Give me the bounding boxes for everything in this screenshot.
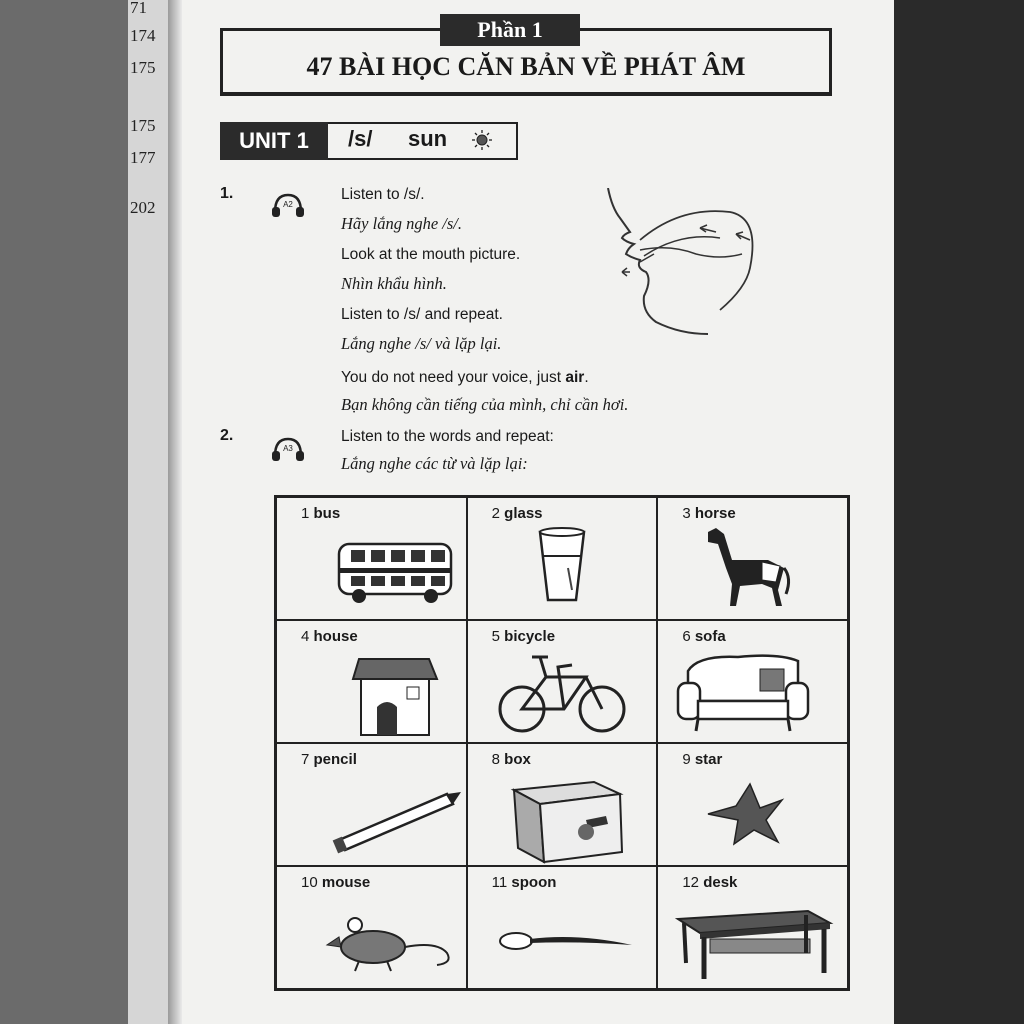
word-label: 5 bicycle [491, 628, 556, 645]
instruction-en: Listen to /s/. [341, 186, 425, 203]
word-cell [657, 866, 848, 989]
word-label: 3 horse [682, 505, 736, 522]
instruction-vi: Lắng nghe /s/ và lặp lại. [341, 334, 502, 353]
headphones-icon [271, 192, 305, 218]
bicycle-icon [468, 621, 660, 745]
book-gutter [168, 0, 182, 1024]
house-icon [277, 621, 469, 745]
word-label: 10 mouse [301, 874, 371, 891]
word-cell [467, 743, 658, 866]
background-dark [0, 0, 128, 1024]
facing-page-number: 174 [130, 26, 156, 45]
desk-icon [658, 867, 850, 991]
word-cell [657, 743, 848, 866]
exercise-number: 2. [220, 427, 234, 444]
word-cell [657, 497, 848, 620]
exercise-number: 1. [220, 185, 234, 202]
instruction-en: Listen to /s/ and repeat. [341, 306, 503, 323]
unit-word: sun [408, 126, 448, 151]
instruction-vi: Lắng nghe các từ và lặp lại: [341, 454, 528, 473]
unit-label: UNIT 1 [220, 122, 328, 160]
part-label: Phần 1 [440, 14, 580, 46]
audio-track-label: A3 [283, 444, 293, 453]
bus-icon [277, 498, 469, 622]
instruction-vi: Nhìn khẩu hình. [341, 274, 447, 293]
headphones-icon [271, 436, 305, 462]
word-cell [657, 620, 848, 743]
spoon-icon [468, 867, 660, 991]
facing-page-number: 202 [130, 198, 156, 217]
box-icon [468, 744, 660, 868]
facing-page-number: 175 [130, 58, 156, 77]
word-cell [276, 620, 467, 743]
pencil-icon [277, 744, 469, 868]
glass-icon [468, 498, 660, 622]
word-label: 8 box [491, 751, 531, 768]
background-dark [894, 0, 1024, 1024]
instruction-en: Look at the mouth picture. [341, 246, 521, 263]
word-cell [467, 620, 658, 743]
audio-track-label: A2 [283, 200, 293, 209]
sun-icon [472, 130, 492, 150]
instruction-en: You do not need your voice, just air. [341, 369, 589, 386]
word-cell [467, 497, 658, 620]
facing-page-number: 177 [130, 148, 156, 167]
word-label: 9 star [682, 751, 723, 768]
instruction-en: Listen to the words and repeat: [341, 428, 554, 445]
unit-sound: /s/ [348, 126, 373, 151]
emphasis-word: air [565, 369, 585, 386]
facing-page-number: 175 [130, 116, 156, 135]
mouth-diagram [600, 188, 770, 338]
word-label: 7 pencil [301, 751, 357, 768]
word-cell [276, 743, 467, 866]
word-label: 4 house [301, 628, 358, 645]
word-label: 6 sofa [682, 628, 726, 645]
sofa-icon [658, 621, 850, 745]
star-icon [658, 744, 850, 868]
mouse-icon [277, 867, 469, 991]
word-cell [467, 866, 658, 989]
word-label: 1 bus [301, 505, 341, 522]
word-cell [276, 866, 467, 989]
instruction-vi: Bạn không cần tiếng của mình, chỉ cần hơi. [341, 395, 629, 414]
horse-icon [658, 498, 850, 622]
instruction-vi: Hãy lắng nghe /s/. [341, 214, 462, 233]
word-label: 12 desk [682, 874, 738, 891]
word-cell [276, 497, 467, 620]
word-label: 11 spoon [491, 874, 557, 891]
word-label: 2 glass [491, 505, 543, 522]
facing-page-number: 71 [130, 0, 147, 17]
word-picture-grid [274, 495, 850, 991]
page-title: 47 BÀI HỌC CĂN BẢN VỀ PHÁT ÂM [306, 52, 746, 81]
